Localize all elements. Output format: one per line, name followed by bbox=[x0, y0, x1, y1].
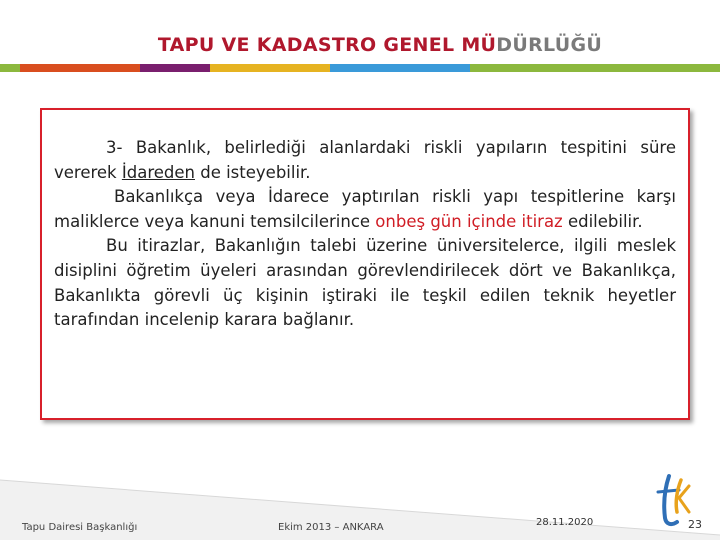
stripe-segment bbox=[330, 64, 470, 72]
title-tail: DÜRLÜĞÜ bbox=[496, 34, 603, 56]
stripe-segment bbox=[20, 64, 140, 72]
p2-text: Bakanlıkça veya İdarece yaptırılan riskli yapı tespitlerine karşı maliklerce veya kanuni temsilcilerince bbox=[54, 187, 676, 231]
p1-text-end: de isteyebilir. bbox=[194, 162, 311, 182]
paragraph-2 bbox=[54, 185, 676, 234]
underlined-term: İdareden bbox=[121, 162, 195, 182]
footer-date: 28.11.2020 bbox=[536, 517, 594, 528]
title-main: TAPU VE KADASTRO GENEL MÜ bbox=[157, 34, 497, 56]
stripe-segment bbox=[470, 64, 720, 72]
page-number: 23 bbox=[688, 518, 702, 531]
highlighted-text: onbeş gün içinde itiraz bbox=[375, 211, 563, 231]
footer-org: Tapu Dairesi Başkanlığı bbox=[22, 522, 138, 533]
stripe-segment bbox=[210, 64, 330, 72]
body-text bbox=[54, 136, 676, 333]
stripe-segment bbox=[0, 64, 20, 72]
color-stripe bbox=[0, 64, 720, 72]
paragraph-1 bbox=[54, 136, 676, 185]
page-title bbox=[0, 34, 720, 56]
p1-text: Bakanlık, belirlediği alanlardaki riskli yapıların tespitini süre vererek bbox=[54, 138, 676, 182]
tk-logo-icon bbox=[655, 472, 691, 530]
p3-text: Bu itirazlar, Bakanlığın talebi üzerine üniversitelerce, ilgili meslek disiplini öğretim üyeleri arasından görevlendirilecek dört ve Bakanlıkça, Bakanlıkta görevli üç kişinin iştiraki ile teşkil edilen teknik heyetler tarafından incelenip karara bağlanır. bbox=[54, 236, 676, 330]
stripe-segment bbox=[140, 64, 210, 72]
item-number: 3- bbox=[106, 138, 136, 157]
paragraph-3 bbox=[54, 234, 676, 332]
p2-text-end: edilebilir. bbox=[562, 211, 643, 231]
content-box bbox=[40, 108, 690, 420]
footer-event: Ekim 2013 – ANKARA bbox=[278, 522, 384, 533]
